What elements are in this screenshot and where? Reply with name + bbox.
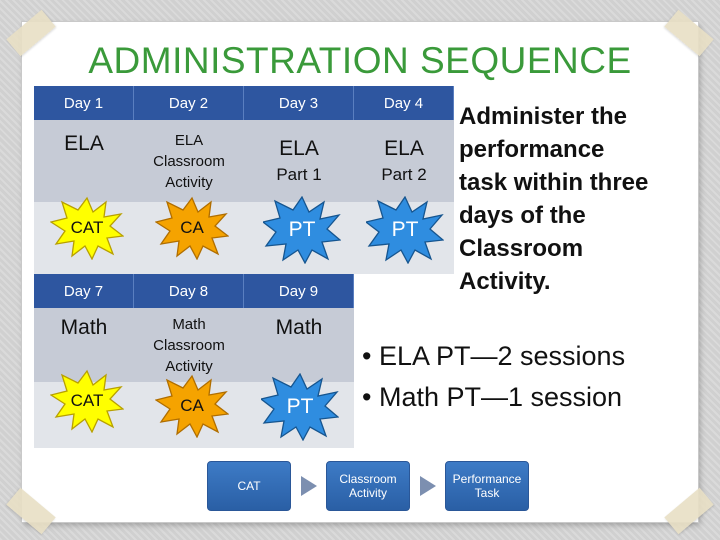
side-note-line-1: Administer the <box>459 103 628 130</box>
day-3-line-2: Part 1 <box>276 165 322 184</box>
flow-step-classroom-activity <box>326 461 410 511</box>
header-day-1: Day 1 <box>34 86 134 120</box>
header-day-4: Day 4 <box>354 86 454 120</box>
header-day-9: Day 9 <box>244 274 354 308</box>
pt-starburst-day-9 <box>261 373 339 441</box>
cell-day-4-subject <box>354 120 454 202</box>
header-day-7: Day 7 <box>34 274 134 308</box>
arrow-right-icon <box>301 476 317 496</box>
cell-day-3-subject <box>244 120 354 202</box>
cell-day-7-subject: Math <box>34 308 134 382</box>
ca-starburst-day-8 <box>155 374 229 438</box>
session-bullets <box>362 336 702 418</box>
arrow-right-icon <box>420 476 436 496</box>
badge-label-cat-7: CAT <box>70 391 104 410</box>
header-day-3: Day 3 <box>244 86 354 120</box>
day-2-line-3: Activity <box>165 173 213 191</box>
day-8-line-1: Math <box>172 315 206 333</box>
badge-label-cat-1: CAT <box>70 218 104 237</box>
side-note-line-6: Activity. <box>459 268 551 295</box>
side-note-line-4: days of the <box>459 202 586 229</box>
side-note-line-3: task within three <box>459 169 649 196</box>
flow-step-2-line-2: Activity <box>348 486 387 500</box>
pt-starburst-day-4 <box>366 196 444 264</box>
ca-starburst-day-2 <box>155 196 229 260</box>
day-3-line-1: ELA <box>279 137 319 160</box>
header-day-8: Day 8 <box>134 274 244 308</box>
side-note-line-2: performance <box>459 136 605 163</box>
flow-step-3-line-1: Performance <box>452 472 522 486</box>
day-8-line-3: Activity <box>165 357 213 375</box>
flow-step-3-line-2: Task <box>474 486 500 500</box>
header-day-2: Day 2 <box>134 86 244 120</box>
day-2-line-2: Classroom <box>153 152 225 170</box>
cell-day-1-subject: ELA <box>34 120 134 202</box>
pt-starburst-day-3 <box>263 196 341 264</box>
badge-label-pt-4: PT <box>391 218 419 241</box>
badge-label-ca-2: CA <box>180 218 204 237</box>
cat-starburst-day-1 <box>50 196 124 260</box>
day-4-line-1: ELA <box>384 137 424 160</box>
side-note-line-5: Classroom <box>459 235 584 262</box>
slide-title: ADMINISTRATION SEQUENCE <box>88 40 632 81</box>
day-8-line-2: Classroom <box>153 336 225 354</box>
day-4-line-2: Part 2 <box>381 165 427 184</box>
side-note <box>459 100 699 298</box>
flow-step-2-line-1: Classroom <box>339 472 397 486</box>
day-2-line-1: ELA <box>174 131 204 149</box>
badge-label-pt-3: PT <box>288 218 316 241</box>
flow-step-cat: CAT <box>207 461 291 511</box>
cell-day-8-subject <box>134 308 244 382</box>
cell-day-9-subject: Math <box>244 308 354 382</box>
bullet-ela-pt: • ELA PT—2 sessions <box>362 341 626 371</box>
flow-step-performance-task <box>445 461 529 511</box>
bullet-math-pt: • Math PT—1 session <box>362 382 623 412</box>
badge-label-ca-8: CA <box>180 396 204 415</box>
cell-day-2-subject <box>134 120 244 202</box>
cat-starburst-day-7 <box>50 369 124 433</box>
badge-label-pt-9: PT <box>286 395 314 418</box>
